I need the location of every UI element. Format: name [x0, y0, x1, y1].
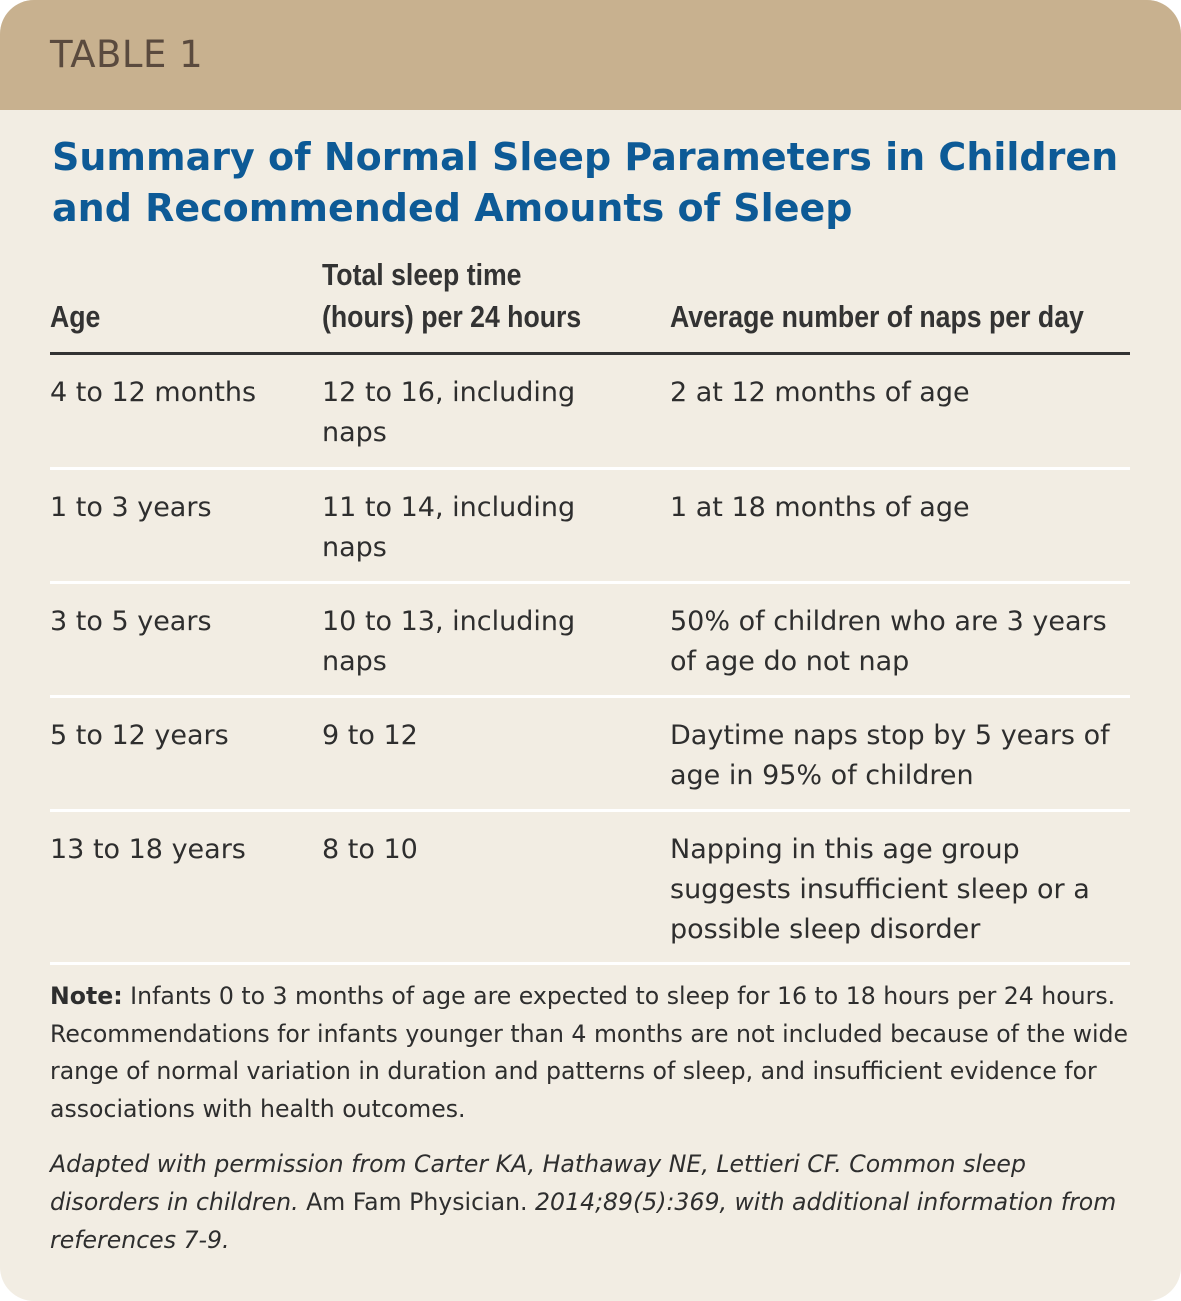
table-header-band — [0, 0, 1181, 110]
table-number-label: TABLE 1 — [50, 33, 204, 76]
cell-naps: 1 at 18 months of age — [670, 492, 970, 523]
note-text: Infants 0 to 3 months of age are expected to sleep for 16 to 18 hours per 24 hours. Recommendations for infants younger than 4 months are not included because of the wide range of normal variation in duration and patterns of sleep, and insufficient evidence for associations with health outcomes. — [50, 982, 1129, 1123]
title-line-1: Summary of Normal Sleep Parameters in Children — [52, 135, 1119, 179]
note-label: Note: — [50, 982, 123, 1010]
cell-sleep: 12 to 16, including naps — [322, 377, 576, 448]
table-row — [50, 584, 1130, 698]
table-header-row — [50, 250, 1130, 355]
cell-sleep: 9 to 12 — [322, 720, 418, 751]
header-total-sleep-line-2: (hours) per 24 hours — [322, 299, 582, 334]
source-citation: Adapted with permission from Carter KA, Hathaway NE, Lettieri CF. Common sleep disorders in children. — [50, 1150, 1026, 1216]
sleep-table — [50, 250, 1130, 965]
cell-naps: 50% of children who are 3 years of age do not nap — [670, 606, 1107, 677]
cell-sleep: 8 to 10 — [322, 834, 418, 865]
source-journal: Am Fam Physician. — [298, 1188, 528, 1216]
table-source — [50, 1145, 1135, 1259]
cell-age: 3 to 5 years — [50, 606, 212, 637]
table-row — [50, 470, 1130, 584]
table-row — [50, 812, 1130, 965]
header-total-sleep — [322, 254, 581, 338]
cell-sleep: 10 to 13, including naps — [322, 606, 576, 677]
header-total-sleep-line-1: Total sleep time — [322, 257, 522, 292]
cell-age: 5 to 12 years — [50, 720, 229, 751]
table-row — [50, 698, 1130, 812]
cell-naps: 2 at 12 months of age — [670, 377, 970, 408]
header-naps: Average number of naps per day — [670, 299, 1084, 334]
cell-naps: Napping in this age group suggests insufficient sleep or a possible sleep disorder — [670, 834, 1090, 945]
table-title — [52, 132, 1142, 234]
source-reference: 2014;89(5):369, with additional information from references 7-9. — [50, 1188, 1117, 1254]
title-line-2: and Recommended Amounts of Sleep — [52, 186, 853, 230]
header-age: Age — [50, 299, 101, 334]
cell-age: 4 to 12 months — [50, 377, 257, 408]
cell-naps: Daytime naps stop by 5 years of age in 95% of children — [670, 720, 1110, 791]
cell-age: 13 to 18 years — [50, 834, 246, 865]
table-note — [50, 978, 1135, 1128]
cell-sleep: 11 to 14, including naps — [322, 492, 576, 563]
table-row — [50, 355, 1130, 470]
cell-age: 1 to 3 years — [50, 492, 212, 523]
